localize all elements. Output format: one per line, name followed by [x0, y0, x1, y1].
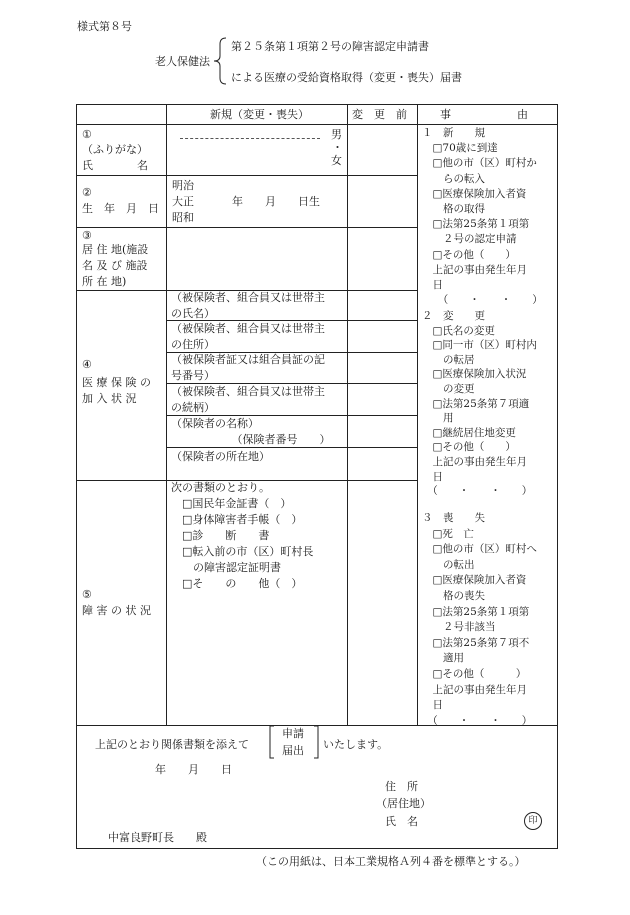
mayor-address: 中富良野町長 殿: [108, 831, 207, 844]
relationship-label: （被保険者、組合員又は世帯主 の続柄）: [171, 385, 325, 414]
furigana-line: [180, 138, 320, 139]
paper-standard-note: （この用紙は、日本工業規格Ａ列４番を標準とする。）: [256, 855, 526, 868]
attach-suffix: いたします。: [323, 738, 389, 751]
row2-label: 生 年 月 日: [82, 202, 159, 215]
row2-number: ②: [82, 186, 92, 199]
title-line-2: による医療の受給資格取得（変更・喪失）届書: [231, 71, 462, 84]
column-header-new: 新規（変更・喪失）: [210, 108, 309, 121]
gender-separator: ・: [332, 141, 343, 154]
name-label: 氏 名: [385, 815, 418, 828]
row4-number: ④: [82, 358, 92, 371]
reason-new: １ 新 規 □70歳に到達 □他の市（区）町村か らの転入 □医療保険加入者資 格の取得 □法第25条第１項第 ２号の認定申請 □その他（ ） 上記の事由発生年月 日 （ ・ ・ ）: [422, 127, 543, 307]
row1-label: （ふりがな） 氏 名: [82, 143, 148, 172]
column-header-reason: 事 由: [440, 108, 528, 121]
row5-number: ⑤: [82, 588, 92, 601]
form-number: 様式第８号: [77, 20, 132, 33]
address-label: 住 所: [385, 780, 418, 793]
law-name: 老人保健法: [155, 55, 210, 68]
column-header-before: 変 更 前: [352, 108, 407, 121]
insurance-card-number-label: （被保険者証又は組合員証の記 号番号）: [171, 353, 325, 382]
reason-loss: ３ 喪 失 □死 亡 □他の市（区）町村へ の転出 □医療保険加入者資 格の喪失 □法第25条第１項第 ２号非該当 □法第25条第７項不 適用 □その他（ ） 上記の事由発生年月 日 （ ・ ・ ）: [422, 512, 537, 727]
attach-text: 上記のとおり関係書類を添えて: [95, 738, 249, 751]
insured-address-label: （被保険者、組合員又は世帯主 の住所）: [171, 322, 325, 351]
title-line-1: 第２５条第１項第２号の障害認定申請書: [231, 40, 429, 53]
reason-change: ２ 変 更 □氏名の変更 □同一市（区）町村内 の転居 □医療保険加入状況 の変更 □法第25条第７項適 用 □継続居住地変更 □その他（ ） 上記の事由発生年月 日 （ ・ ・ ）: [422, 310, 537, 498]
option-apply: 申請: [282, 727, 304, 740]
row3-label: 居 住 地(施設 名 及 び 施設 所 在 地): [82, 243, 149, 288]
submission-date: 年 月 日: [155, 763, 232, 776]
birth-date-fields: 年 月 日生: [232, 195, 320, 208]
insured-name-label: （被保険者、組合員又は世帯主 の氏名）: [171, 291, 325, 320]
option-notify: 届出: [282, 744, 304, 757]
era-options: 明治 大正 昭和: [172, 179, 194, 224]
gender-female: 女: [331, 154, 342, 167]
residence-label: （居住地）: [376, 797, 431, 810]
seal-mark: 印: [524, 812, 542, 830]
disability-documents: 次の書類のとおり。 □国民年金証書（ ） □身体障害者手帳（ ） □診 断 書 □転入前の市（区）町村長 の障害認定証明書 □そ の 他（ ）: [171, 481, 314, 590]
row4-label: 医 療 保 険 の 加 入 状 況: [82, 376, 151, 405]
left-brace: [212, 36, 228, 86]
insurer-name-label: （保険者の名称） （保険者番号 ）: [171, 417, 331, 446]
row1-number: ①: [82, 128, 92, 141]
insurer-address-label: （保険者の所在地）: [171, 450, 270, 463]
gender-male: 男: [331, 128, 342, 141]
row5-label: 障 害 の 状 況: [82, 604, 151, 617]
row3-number: ③: [82, 229, 92, 242]
